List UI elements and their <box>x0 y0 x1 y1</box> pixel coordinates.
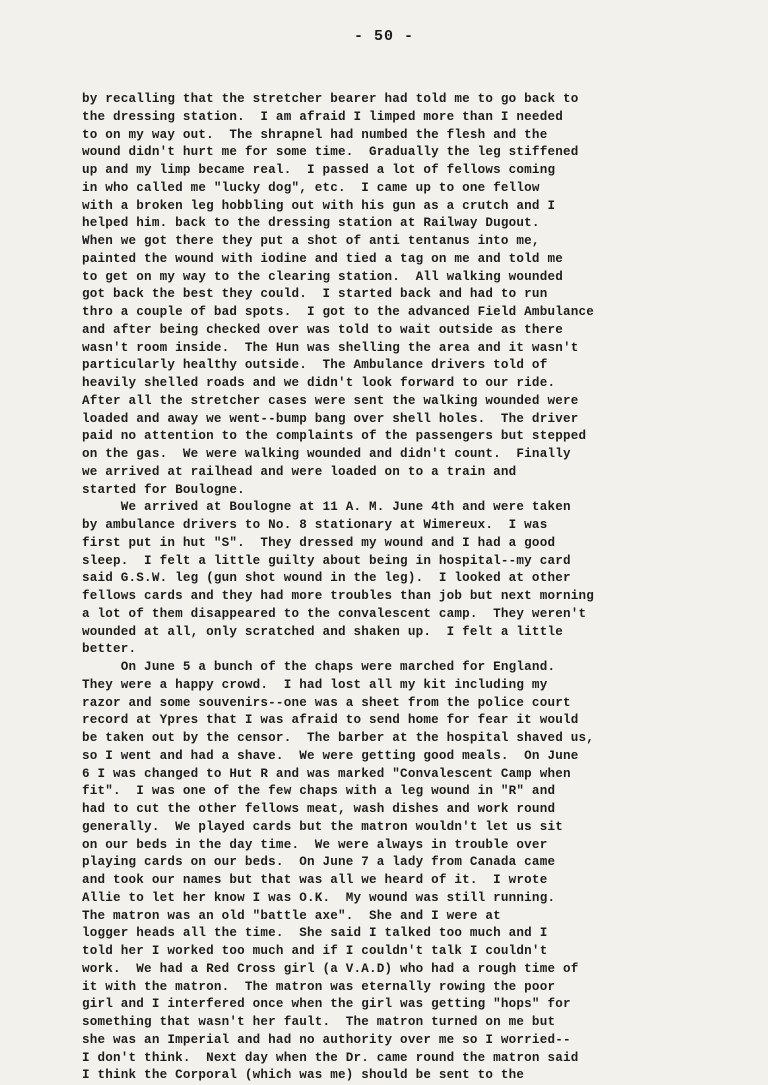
text-line: I don't think. Next day when the Dr. came round the matron said <box>82 1050 579 1065</box>
text-line: Allie to let her know I was O.K. My wound was still running. <box>82 890 556 905</box>
text-line: and after being checked over was told to wait outside as there <box>82 322 563 337</box>
text-line: work. We had a Red Cross girl (a V.A.D) who had a rough time of <box>82 961 579 976</box>
text-line: started for Boulogne. <box>82 482 245 497</box>
text-line: on the gas. We were walking wounded and didn't count. Finally <box>82 447 571 461</box>
text-line: fellows cards and they had more troubles than job but next morning <box>82 589 594 603</box>
text-line: paid no attention to the complaints of the passengers but stepped <box>82 429 587 444</box>
text-line: up and my limp became real. I passed a lot of fellows coming <box>82 163 556 177</box>
text-line: fit". I was one of the few chaps with a leg wound in "R" and <box>82 784 556 799</box>
text-line: On June 5 a bunch of the chaps were marched for England. <box>82 660 556 674</box>
text-line: wound didn't hurt me for some time. Gradually the leg stiffened <box>82 145 579 160</box>
text-line: When we got there they put a shot of anti tentanus into me, <box>82 234 540 248</box>
text-line: on our beds in the day time. We were always in trouble over <box>82 837 548 852</box>
text-line: said G.S.W. leg (gun shot wound in the leg). I looked at other <box>82 571 571 586</box>
text-line: girl and I interfered once when the girl was getting "hops" for <box>82 997 571 1012</box>
text-line: she was an Imperial and had no authority over me so I worried-- <box>82 1032 571 1047</box>
text-line: in who called me "lucky dog", etc. I came up to one fellow <box>82 180 540 195</box>
text-line: to on my way out. The shrapnel had numbed the flesh and the <box>82 127 548 142</box>
text-line: so I went and had a shave. We were getting good meals. On June <box>82 748 579 763</box>
text-line: razor and some souvenirs--one was a sheet from the police court <box>82 695 571 710</box>
text-line: we arrived at railhead and were loaded on to a train and <box>82 464 517 479</box>
text-line: got back the best they could. I started back and had to run <box>82 287 548 302</box>
text-line: it with the matron. The matron was eternally rowing the poor <box>82 979 556 994</box>
text-line: thro a couple of bad spots. I got to the advanced Field Ambulance <box>82 305 594 319</box>
text-line: painted the wound with iodine and tied a tag on me and told me <box>82 251 563 266</box>
text-line: something that wasn't her fault. The matron turned on me but <box>82 1015 556 1029</box>
text-line: 6 I was changed to Hut R and was marked "Convalescent Camp when <box>82 766 571 781</box>
text-line: helped him. back to the dressing station at Railway Dugout. <box>82 216 540 231</box>
text-line: record at Ypres that I was afraid to send home for fear it would <box>82 713 579 728</box>
text-line: by recalling that the stretcher bearer had told me to go back to <box>82 92 579 106</box>
text-line: The matron was an old "battle axe". She and I were at <box>82 908 501 923</box>
text-line: a lot of them disappeared to the convalescent camp. They weren't <box>82 606 587 621</box>
page-number: - 50 - <box>353 28 414 45</box>
text-line: be taken out by the censor. The barber at the hospital shaved us, <box>82 731 594 745</box>
text-line: sleep. I felt a little guilty about being in hospital--my card <box>82 553 571 568</box>
text-line: the dressing station. I am afraid I limped more than I needed <box>82 109 563 124</box>
text-line: After all the stretcher cases were sent the walking wounded were <box>82 393 579 408</box>
text-line: told her I worked too much and if I couldn't talk I couldn't <box>82 944 548 958</box>
text-line: We arrived at Boulogne at 11 A. M. June 4th and were taken <box>82 500 571 515</box>
text-line: had to cut the other fellows meat, wash dishes and work round <box>82 802 556 816</box>
text-line: by ambulance drivers to No. 8 stationary at Wimereux. I was <box>82 518 548 532</box>
text-line: wasn't room inside. The Hun was shelling the area and it wasn't <box>82 340 579 355</box>
text-line: They were a happy crowd. I had lost all my kit including my <box>82 677 548 692</box>
text-line: heavily shelled roads and we didn't look forward to our ride. <box>82 376 556 390</box>
text-line: playing cards on our beds. On June 7 a lady from Canada came <box>82 855 556 870</box>
text-line: generally. We played cards but the matron wouldn't let us sit <box>82 819 563 834</box>
text-line: to get on my way to the clearing station. All walking wounded <box>82 269 563 284</box>
text-line: particularly healthy outside. The Ambulance drivers told of <box>82 358 548 373</box>
text-line: better. <box>82 642 137 657</box>
body-text <box>82 91 722 1085</box>
text-line: loaded and away we went--bump bang over shell holes. The driver <box>82 411 579 426</box>
text-line: I think the Corporal (which was me) should be sent to the <box>82 1068 525 1083</box>
text-line: with a broken leg hobbling out with his gun as a crutch and I <box>82 198 556 213</box>
text-line: wounded at all, only scratched and shaken up. I felt a little <box>82 624 563 639</box>
text-line: and took our names but that was all we heard of it. I wrote <box>82 873 548 887</box>
text-line: logger heads all the time. She said I talked too much and I <box>82 926 548 941</box>
text-line: first put in hut "S". They dressed my wound and I had a good <box>82 535 556 550</box>
